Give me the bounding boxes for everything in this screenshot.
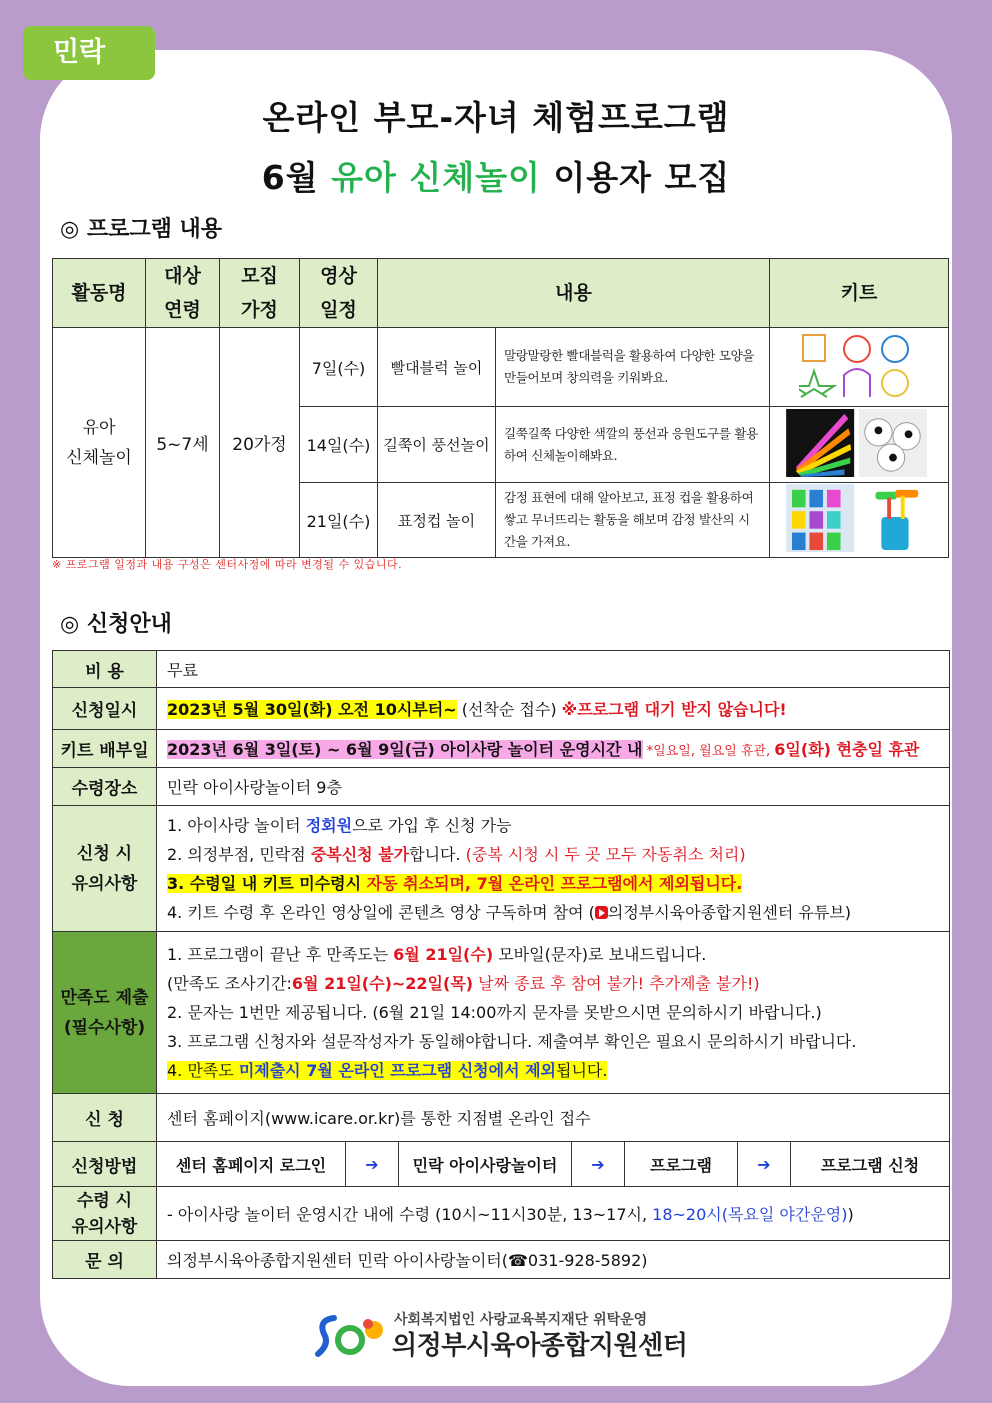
header-households: 모집 가정 — [220, 259, 300, 328]
list-item: (만족도 조사기간:6월 21일(수)~22일(목) 날짜 종료 후 참여 불가! 추가제출 불가!) — [167, 974, 760, 993]
footer-operator: 사회복지법인 사랑교육복지재단 위탁운영 — [394, 1312, 648, 1328]
list-item: 1. 아이사랑 놀이터 정회원으로 가입 후 신청 가능 — [167, 815, 512, 835]
program-section-title: ◎ 프로그램 내용 — [60, 217, 223, 242]
program-description: 말랑말랑한 빨대블럭을 활용하여 다양한 모양을 만들어보며 창의력을 키워봐요. — [496, 328, 770, 407]
list-item: 2. 문자는 1번만 제공됩니다. (6월 21일 14:00까지 문자를 못받으시면 문의하시기 바랍니다.) — [167, 1003, 822, 1022]
table-row — [53, 328, 949, 407]
video-date: 14일(수) — [300, 407, 378, 483]
contact-label: 문 의 — [53, 1241, 157, 1279]
apply-caution-list — [157, 806, 950, 932]
apply-caution-label: 신청 시 유의사항 — [53, 806, 157, 932]
program-table — [52, 258, 949, 558]
contact-value: 의정부시육아종합지원센터 민락 아이사랑놀이터(☎031-928-5892) — [157, 1241, 950, 1279]
arrow-icon: ➔ — [738, 1142, 791, 1186]
household-count: 20가정 — [220, 328, 300, 558]
footer-center-name: 의정부시육아종합지원센터 — [392, 1331, 688, 1361]
receive-caution-label: 수령 시 유의사항 — [53, 1187, 157, 1241]
program-name: 빨대블럭 놀이 — [378, 328, 496, 407]
schedule-notice: ※ 프로그램 일정과 내용 구성은 센터사정에 따라 변경될 수 있습니다. — [52, 558, 403, 571]
apply-section-title: ◎ 신청안내 — [60, 612, 172, 637]
arrow-icon: ➔ — [572, 1142, 625, 1186]
apply-value: 센터 홈페이지(www.icare.or.kr)를 통한 지점별 온라인 접수 — [157, 1094, 950, 1142]
kit-image-emotion-cups — [770, 483, 949, 558]
kit-image-straw-blocks — [770, 328, 949, 407]
survey-label: 만족도 제출 (필수사항) — [53, 932, 157, 1094]
kit-date-label: 키트 배부일 — [53, 730, 157, 768]
program-name: 길쭉이 풍선놀이 — [378, 407, 496, 483]
list-item: 2. 의정부점, 민락점 중복신청 불가합니다. (중복 시청 시 두 곳 모두 자동취소 처리) — [167, 844, 746, 864]
video-date: 7일(수) — [300, 328, 378, 407]
list-item: 3. 프로그램 신청자와 설문작성자가 동일해야합니다. 제출여부 확인은 필요시 문의하시기 바랍니다. — [167, 1032, 857, 1051]
apply-date-label: 신청일시 — [53, 688, 157, 730]
header-age: 대상 연령 — [146, 259, 220, 328]
pickup-place-label: 수령장소 — [53, 768, 157, 806]
apply-method-label: 신청방법 — [53, 1142, 157, 1187]
video-date: 21일(수) — [300, 483, 378, 558]
survey-list — [157, 932, 950, 1094]
pickup-place-value: 민락 아이사랑놀이터 9층 — [157, 768, 950, 806]
list-item: 4. 만족도 미제출시 7월 온라인 프로그램 신청에서 제외됩니다. — [167, 1061, 608, 1080]
page-title: 온라인 부모-자녀 체험프로그램 — [262, 98, 730, 137]
list-item: 3. 수령일 내 키트 미수령시 자동 취소되며, 7월 온라인 프로그램에서 제외됩니다. — [167, 873, 743, 893]
apply-label: 신 청 — [53, 1094, 157, 1142]
list-item: 4. 키트 수령 후 온라인 영상일에 콘텐츠 영상 구독하며 참여 ( 의정부시육아종합지원센터 유튜브) — [167, 902, 852, 922]
page-subtitle: 6월 유아 신체놀이 이용자 모집 — [261, 158, 731, 197]
header-kit: 키트 — [770, 259, 949, 328]
step-branch: 민락 아이사랑놀이터 — [399, 1142, 572, 1186]
list-item: 1. 프로그램이 끝난 후 만족도는 6월 21일(수) 모바일(문자)로 보내드립니다. — [167, 945, 707, 964]
header-activity: 활동명 — [53, 259, 146, 328]
apply-date-value: 2023년 5월 30일(화) 오전 10시부터~ (선착순 접수) ※프로그램 대기 받지 않습니다! — [157, 688, 950, 730]
program-description: 감정 표현에 대해 알아보고, 표정 컵을 활용하여 쌓고 무너뜨리는 활동을 해보며 감정 발산의 시간을 가져요. — [496, 483, 770, 558]
youtube-icon — [595, 906, 608, 919]
center-logo-icon — [312, 1310, 392, 1360]
header-schedule: 영상 일정 — [300, 259, 378, 328]
header-content: 내용 — [378, 259, 770, 328]
program-description: 길쭉길쭉 다양한 색깔의 풍선과 응원도구를 활용하여 신체놀이해봐요. — [496, 407, 770, 483]
activity-name: 유아 신체놀이 — [53, 328, 146, 558]
target-age: 5~7세 — [146, 328, 220, 558]
receive-caution-value: - 아이사랑 놀이터 운영시간 내에 수령 (10시~11시30분, 13~17시, 18~20시(목요일 야간운영)) — [157, 1187, 950, 1241]
step-login: 센터 홈페이지 로그인 — [157, 1142, 346, 1186]
program-name: 표정컵 놀이 — [378, 483, 496, 558]
cost-value: 무료 — [157, 651, 950, 688]
kit-date-value: 2023년 6월 3일(토) ~ 6월 9일(금) 아이사랑 놀이터 운영시간 내 *일요일, 월요일 휴관, 6일(화) 현충일 휴관 — [157, 730, 950, 768]
step-program: 프로그램 — [625, 1142, 738, 1186]
step-apply: 프로그램 신청 — [791, 1142, 950, 1186]
arrow-icon: ➔ — [346, 1142, 399, 1186]
kit-image-balloons — [770, 407, 949, 483]
apply-method-steps — [157, 1142, 950, 1187]
branch-tag: 민락 — [23, 26, 155, 80]
cost-label: 비 용 — [53, 651, 157, 688]
apply-info-table — [52, 650, 950, 1279]
